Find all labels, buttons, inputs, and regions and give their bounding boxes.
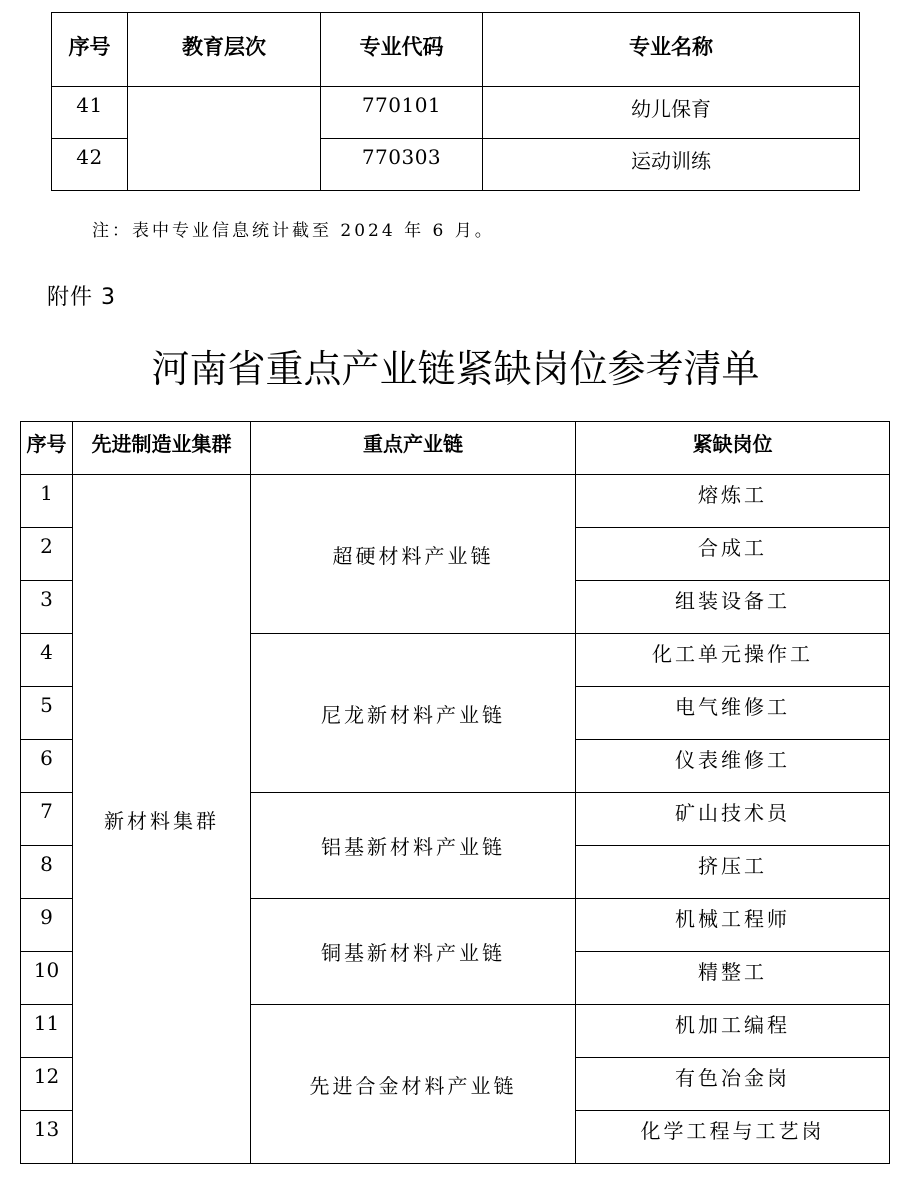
post-cell: 电气维修工 — [576, 687, 890, 740]
row-no: 9 — [21, 899, 73, 952]
chain-cell: 铝基新材料产业链 — [251, 793, 576, 899]
major-table — [51, 12, 860, 191]
post-cell: 熔炼工 — [576, 475, 890, 528]
row-no: 42 — [52, 139, 128, 191]
table-row — [52, 87, 860, 139]
row-no: 10 — [21, 952, 73, 1005]
chain-cell: 先进合金材料产业链 — [251, 1005, 576, 1164]
row-no: 8 — [21, 846, 73, 899]
attachment-label: 附件 3 — [47, 285, 116, 310]
chain-cell: 尼龙新材料产业链 — [251, 634, 576, 793]
header-no: 序号 — [21, 422, 73, 475]
post-cell: 仪表维修工 — [576, 740, 890, 793]
row-code: 770303 — [321, 139, 483, 191]
row-name: 运动训练 — [483, 139, 860, 191]
row-no: 4 — [21, 634, 73, 687]
row-no: 2 — [21, 528, 73, 581]
row-no: 1 — [21, 475, 73, 528]
row-level — [128, 87, 321, 191]
row-no: 41 — [52, 87, 128, 139]
chain-cell: 铜基新材料产业链 — [251, 899, 576, 1005]
post-cell: 机加工编程 — [576, 1005, 890, 1058]
post-cell: 矿山技术员 — [576, 793, 890, 846]
header-name: 专业名称 — [483, 13, 860, 87]
row-no: 13 — [21, 1111, 73, 1164]
post-table — [20, 421, 890, 1164]
post-cell: 有色冶金岗 — [576, 1058, 890, 1111]
row-no: 7 — [21, 793, 73, 846]
row-no: 11 — [21, 1005, 73, 1058]
header-cluster: 先进制造业集群 — [73, 422, 251, 475]
table-header-row — [21, 422, 890, 475]
post-cell: 机械工程师 — [576, 899, 890, 952]
row-no: 6 — [21, 740, 73, 793]
header-no: 序号 — [52, 13, 128, 87]
chain-cell: 超硬材料产业链 — [251, 475, 576, 634]
header-code: 专业代码 — [321, 13, 483, 87]
post-cell: 挤压工 — [576, 846, 890, 899]
header-chain: 重点产业链 — [251, 422, 576, 475]
table-row — [21, 475, 890, 528]
post-cell: 精整工 — [576, 952, 890, 1005]
post-cell: 组装设备工 — [576, 581, 890, 634]
row-name: 幼儿保育 — [483, 87, 860, 139]
post-cell: 化学工程与工艺岗 — [576, 1111, 890, 1164]
cluster-cell: 新材料集群 — [73, 475, 251, 1164]
post-cell: 合成工 — [576, 528, 890, 581]
row-no: 3 — [21, 581, 73, 634]
page-title: 河南省重点产业链紧缺岗位参考清单 — [151, 347, 760, 391]
row-no: 12 — [21, 1058, 73, 1111]
table-header-row — [52, 13, 860, 87]
row-no: 5 — [21, 687, 73, 740]
row-code: 770101 — [321, 87, 483, 139]
header-post: 紧缺岗位 — [576, 422, 890, 475]
header-level: 教育层次 — [128, 13, 321, 87]
post-cell: 化工单元操作工 — [576, 634, 890, 687]
table-note: 注：表中专业信息统计截至 2024 年 6 月。 — [92, 221, 495, 241]
